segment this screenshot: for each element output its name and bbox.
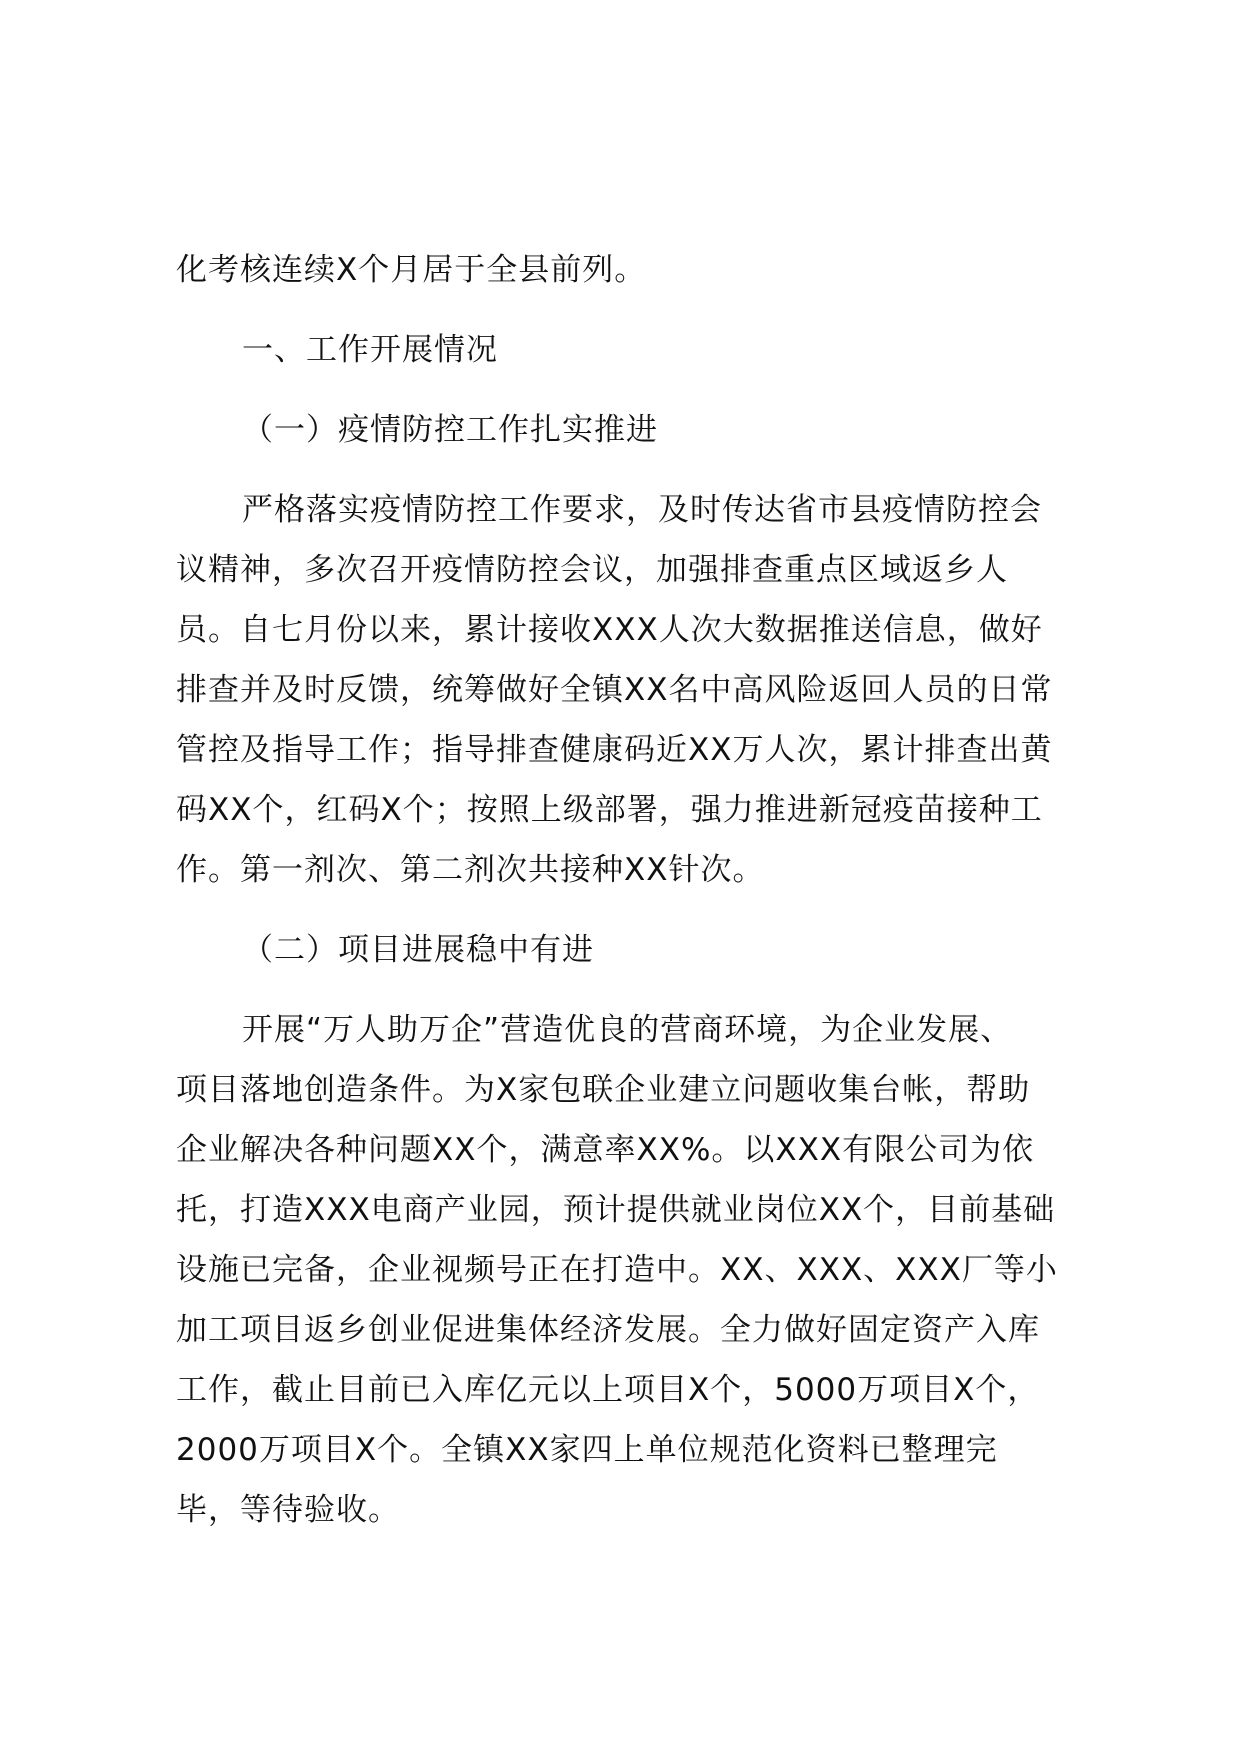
- section-heading: 一、工作开展情况: [242, 332, 498, 368]
- paragraph-line: 码XX个，红码X个；按照上级部署，强力推进新冠疫苗接种工: [176, 792, 1043, 828]
- paragraph-line: 作。第一剂次、第二剂次共接种XX针次。: [176, 852, 765, 888]
- paragraph-line: 设施已完备，企业视频号正在打造中。XX、XXX、XXX厂等小: [176, 1252, 1058, 1288]
- paragraph-line: 严格落实疫情防控工作要求，及时传达省市县疫情防控会: [242, 492, 1042, 528]
- paragraph-line: 项目落地创造条件。为X家包联企业建立问题收集台帐，帮助: [176, 1072, 1031, 1108]
- document-body: [176, 240, 1106, 1540]
- paragraph-line: 开展“万人助万企”营造优良的营商环境，为企业发展、: [242, 1012, 1013, 1048]
- paragraph-line: 企业解决各种问题XX个，满意率XX%。以XXX有限公司为依: [176, 1132, 1035, 1168]
- paragraph-line: 管控及指导工作；指导排查健康码近XX万人次，累计排查出黄: [176, 732, 1053, 768]
- subsection-heading: （二）项目进展稳中有进: [242, 932, 594, 968]
- paragraph-line: 议精神，多次召开疫情防控会议，加强排查重点区域返乡人: [176, 552, 1008, 588]
- paragraph-line: 工作，截止目前已入库亿元以上项目X个，5000万项目X个，: [176, 1372, 1040, 1408]
- paragraph-line: 排查并及时反馈，统筹做好全镇XX名中高风险返回人员的日常: [176, 672, 1053, 708]
- paragraph-line: 员。自七月份以来，累计接收XXX人次大数据推送信息，做好: [176, 612, 1043, 648]
- paragraph-line: 托，打造XXX电商产业园，预计提供就业岗位XX个，目前基础: [176, 1192, 1056, 1228]
- paragraph-line: 毕，等待验收。: [176, 1492, 400, 1528]
- paragraph-line: 2000万项目X个。全镇XX家四上单位规范化资料已整理完: [176, 1432, 998, 1468]
- subsection-heading: （一）疫情防控工作扎实推进: [242, 412, 658, 448]
- paragraph-line: 化考核连续X个月居于全县前列。: [176, 252, 647, 288]
- paragraph-line: 加工项目返乡创业促进集体经济发展。全力做好固定资产入库: [176, 1312, 1040, 1348]
